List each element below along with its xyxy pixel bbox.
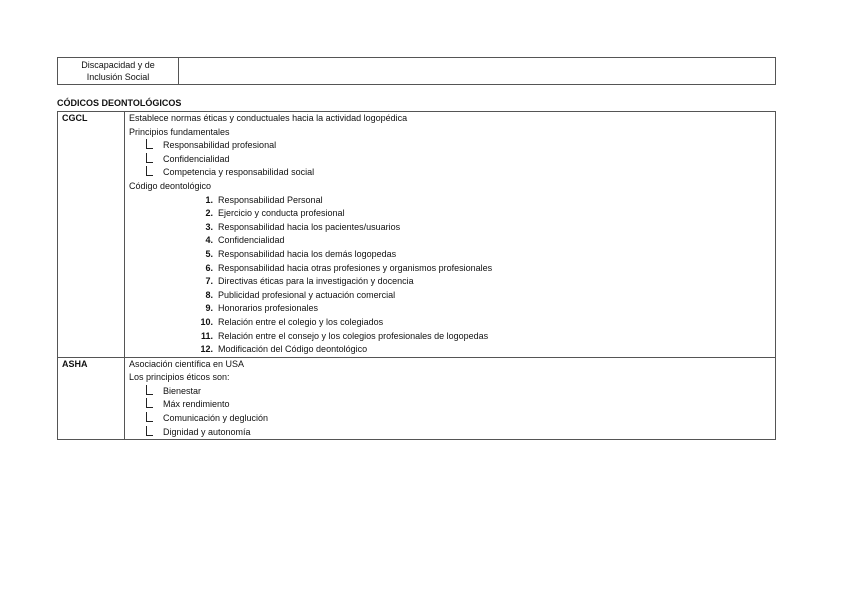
bracket-bullet-icon [146, 398, 153, 408]
top-table-cell-label [58, 58, 179, 85]
table-row-cgcl [58, 112, 776, 358]
code-cell-asha [58, 357, 125, 440]
top-table [57, 57, 776, 85]
list-item: 3. Responsabilidad hacia los pacientes/usuarios [205, 221, 401, 232]
list-item: Confidencialidad [129, 153, 775, 167]
bracket-bullet-icon [146, 412, 153, 422]
list-item: 9. Honorarios profesionales [205, 303, 319, 314]
list-item: 1. Responsabilidad Personal [205, 194, 323, 205]
section-heading: CÓDICOS DEONTOLÓGICOS [57, 98, 182, 108]
asha-principles-title: Los principios éticos son: [129, 372, 230, 383]
list-item: 8. Publicidad profesional y actuación comercial [205, 289, 396, 300]
code-cell-cgcl [58, 112, 125, 358]
list-item: 2. Ejercicio y conducta profesional [205, 208, 345, 219]
bracket-bullet-icon [146, 166, 153, 176]
desc-cell-cgcl [125, 112, 776, 358]
code-label: ASHA [62, 358, 88, 369]
code-label: CGCL [62, 113, 88, 123]
list-item: Dignidad y autonomía [129, 426, 775, 440]
list-item: 6. Responsabilidad hacia otras profesiones y organismos profesionales [205, 262, 493, 273]
table-row-asha [58, 357, 776, 440]
cgcl-principles-title: Principios fundamentales [129, 126, 230, 137]
list-item: 7. Directivas éticas para la investigación y docencia [205, 276, 414, 287]
bracket-bullet-icon [146, 139, 153, 149]
list-item: 10. Relación entre el colegio y los colegiados [200, 316, 384, 327]
codes-table [57, 111, 776, 440]
list-item: Competencia y responsabilidad social [129, 166, 775, 180]
list-item: Máx rendimiento [129, 398, 775, 412]
list-item: Bienestar [129, 385, 775, 399]
bracket-bullet-icon [146, 426, 153, 436]
bracket-bullet-icon [146, 153, 153, 163]
label-line-1: Discapacidad y de [81, 60, 155, 70]
list-item: 5. Responsabilidad hacia los demás logopedas [205, 248, 397, 259]
label-line-2: Inclusión Social [86, 72, 150, 82]
list-item: 4. Confidencialidad [205, 235, 285, 246]
top-table-cell-content [179, 58, 776, 85]
bracket-bullet-icon [146, 385, 153, 395]
list-item: Responsabilidad profesional [129, 139, 775, 153]
list-item: 12. Modificación del Código deontológico [200, 344, 368, 355]
list-item: 11. Relación entre el consejo y los colegios profesionales de logopedas [200, 330, 489, 341]
desc-cell-asha [125, 357, 776, 440]
asha-intro: Asociación científica en USA [129, 358, 245, 369]
cgcl-code-title: Código deontológico [129, 180, 212, 191]
cgcl-intro: Establece normas éticas y conductuales hacia la actividad logopédica [129, 113, 408, 123]
list-item: Comunicación y deglución [129, 412, 775, 426]
